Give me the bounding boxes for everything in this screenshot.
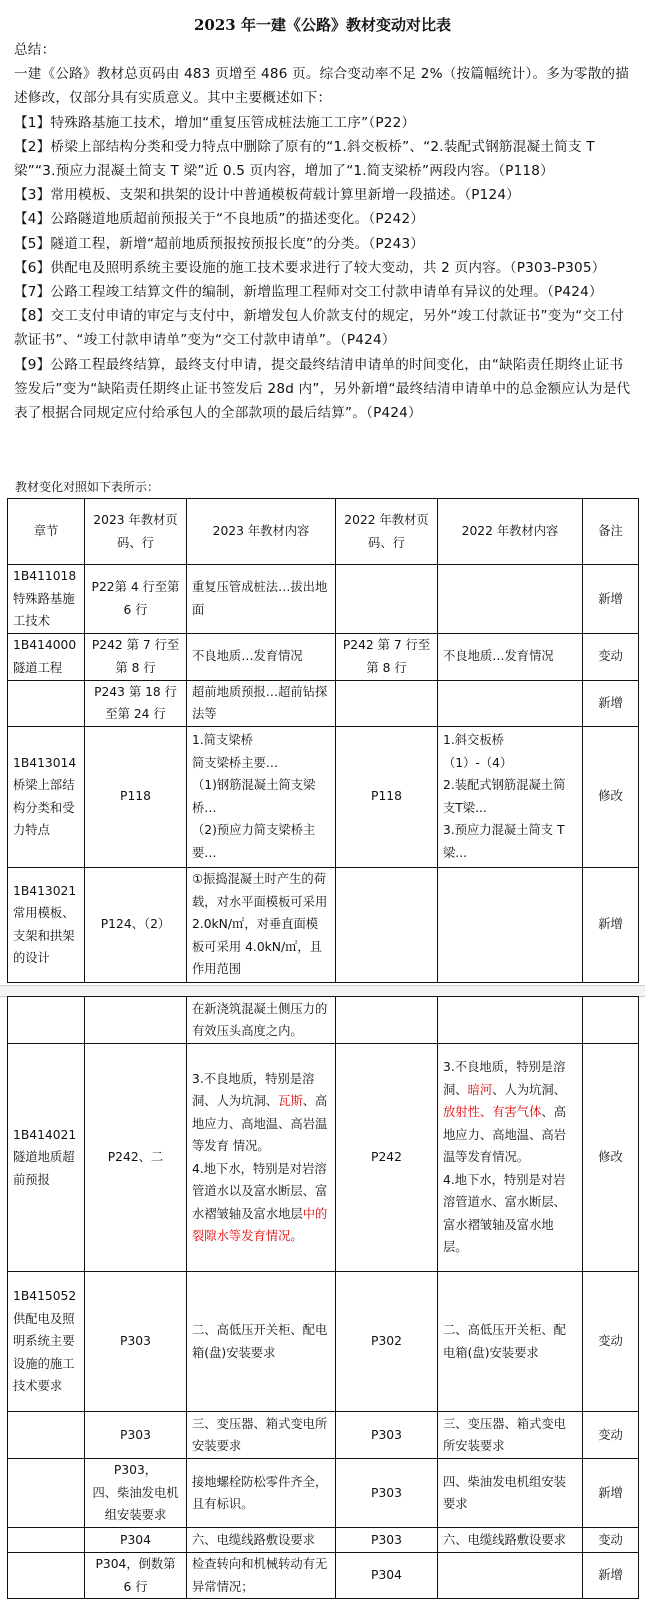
cell-text: 超前地质预报…超前钻探法等 bbox=[192, 684, 328, 721]
cell-text: 1B413021常用模板、支架和拱架的设计 bbox=[13, 883, 77, 965]
cell-text: 1B414021隧道地质超前预报 bbox=[13, 1127, 77, 1187]
summary-heading: 总结： bbox=[14, 42, 56, 58]
cell-content-2022 bbox=[438, 1272, 583, 1412]
cell-text: 新增 bbox=[598, 1485, 623, 1500]
summary-item-5: 【5】隧道工程，新增“超前地质预报按预报长度”的分类。（P243） bbox=[14, 235, 425, 252]
header-chapter: 章节 bbox=[8, 499, 85, 565]
cell-page-2023 bbox=[85, 1412, 187, 1459]
cell-page-2022 bbox=[336, 680, 438, 726]
cell-chapter bbox=[8, 997, 85, 1044]
cell-content-2022 bbox=[438, 1528, 583, 1553]
cell-content-2022 bbox=[438, 1412, 583, 1459]
highlighted-text: 中的裂隙水等发育情况 bbox=[192, 1206, 328, 1243]
cell-text: 1B413014桥梁上部结构分类和受力特点 bbox=[13, 755, 77, 837]
cell-remark bbox=[583, 997, 639, 1044]
summary-item-3: 【3】常用模板、支架和拱架的设计中普通模板荷载计算里新增一段描述。（P124） bbox=[14, 187, 520, 204]
cell-text: ①振捣混凝土时产生的荷载，对水平面模板可采用 2.0kN/㎡，对垂直面模板可采用 4.0kN/㎡，且作用范围 bbox=[192, 872, 332, 977]
cell-content-2023 bbox=[187, 633, 336, 680]
cell-text: 1B411018特殊路基施工技术 bbox=[13, 569, 77, 628]
header-2022-page: 2022 年教材页码、行 bbox=[336, 499, 438, 565]
cell-page-2023 bbox=[85, 680, 187, 726]
highlighted-text: 暗河 bbox=[467, 1082, 493, 1097]
cell-text: 三、变压器、箱式变电所安装要求 bbox=[443, 1416, 566, 1453]
cell-text: 、人为坑洞、 bbox=[492, 1082, 567, 1097]
cell-remark bbox=[583, 633, 639, 680]
cell-text: P242 第 7 行至第 8 行 bbox=[91, 638, 180, 675]
cell-chapter bbox=[8, 565, 85, 634]
cell-page-2022 bbox=[336, 565, 438, 634]
cell-chapter bbox=[8, 867, 85, 982]
cell-chapter bbox=[8, 1044, 85, 1272]
cell-remark bbox=[583, 726, 639, 867]
cell-text: P303 bbox=[371, 1532, 402, 1547]
table-row bbox=[8, 726, 639, 867]
table-header-row bbox=[8, 499, 639, 565]
cell-page-2023 bbox=[85, 1459, 187, 1528]
cell-text: 二、高低压开关柜、配电箱(盘)安装要求 bbox=[443, 1323, 566, 1360]
cell-text: 重复压管成桩法…拔出地面 bbox=[192, 580, 328, 617]
cell-page-2022 bbox=[336, 867, 438, 982]
cell-content-2022 bbox=[438, 680, 583, 726]
cell-text: 检查转向和机械转动有无异常情况； bbox=[192, 1557, 328, 1594]
cell-text: 修改 bbox=[598, 1150, 623, 1165]
cell-content-2023 bbox=[187, 565, 336, 634]
cell-text: 。 bbox=[290, 1229, 303, 1243]
cell-content-2023 bbox=[187, 1272, 336, 1412]
cell-text: P303， 四、柴油发电机组安装要求 bbox=[92, 1463, 179, 1523]
cell-text: 二、高低压开关柜、配电箱(盘)安装要求 bbox=[192, 1323, 328, 1360]
cell-text: P242 第 7 行至第 8 行 bbox=[342, 638, 431, 675]
cell-content-2022 bbox=[438, 1553, 583, 1599]
cell-chapter bbox=[8, 680, 85, 726]
cell-text: P304，倒数第 6 行 bbox=[95, 1557, 180, 1594]
cell-page-2023 bbox=[85, 633, 187, 680]
cell-content-2023 bbox=[187, 867, 336, 982]
summary-item-8: 【8】交工支付申请的审定与支付中，新增发包人价款支付的规定，另外“竣工付款证书”变为“交工付款证书”、“竣工付款申请单”变为“交工付款申请单”。（P424） bbox=[14, 308, 624, 349]
cell-chapter bbox=[8, 1528, 85, 1553]
cell-text: 在新浇筑混凝土侧压力的有效压头高度之内。 bbox=[192, 1001, 328, 1038]
cell-content-2022 bbox=[438, 565, 583, 634]
cell-text: P303 bbox=[371, 1485, 402, 1500]
header-2022-content: 2022 年教材内容 bbox=[438, 499, 583, 565]
cell-page-2023 bbox=[85, 997, 187, 1044]
cell-chapter bbox=[8, 1553, 85, 1599]
cell-text: 1.斜交板桥 （1）-（4） 2.装配式钢筋混凝土简支T梁... 3.预应力混凝土简支 T 梁... bbox=[443, 733, 566, 860]
cell-page-2022 bbox=[336, 997, 438, 1044]
table-row bbox=[8, 1553, 639, 1599]
cell-chapter bbox=[8, 1412, 85, 1459]
cell-text: 新增 bbox=[598, 695, 623, 710]
summary-item-9: 【9】公路工程最终结算，最终支付申请，提交最终结清申请单的时间变化，由“缺陷责任期终止证书签发后”变为“缺陷责任期终止证书签发后 28d 内”，另外新增“最终结清申请单中的总金额应认为是代表了根据合同规定应付给承包人的全部款项的最后结算”。（P424） bbox=[14, 356, 631, 422]
cell-page-2023 bbox=[85, 867, 187, 982]
cell-page-2023 bbox=[85, 1528, 187, 1553]
header-2023-page: 2023 年教材页码、行 bbox=[85, 499, 187, 565]
cell-remark bbox=[583, 680, 639, 726]
header-remark: 备注 bbox=[583, 499, 639, 565]
cell-text: 变动 bbox=[598, 1334, 623, 1349]
cell-text: 六、电缆线路敷设要求 bbox=[192, 1532, 315, 1547]
cell-chapter bbox=[8, 633, 85, 680]
cell-content-2022 bbox=[438, 633, 583, 680]
cell-content-2023 bbox=[187, 1459, 336, 1528]
cell-content-2022 bbox=[438, 997, 583, 1044]
table-row bbox=[8, 680, 639, 726]
cell-text: 三、变压器、箱式变电所安装要求 bbox=[192, 1416, 328, 1453]
cell-text: 新增 bbox=[598, 1568, 623, 1583]
highlighted-text: 瓦斯 bbox=[278, 1094, 303, 1108]
cell-content-2023 bbox=[187, 680, 336, 726]
cell-page-2022 bbox=[336, 726, 438, 867]
cell-page-2023 bbox=[85, 726, 187, 867]
summary-section bbox=[14, 38, 634, 425]
summary-item-2: 【2】桥梁上部结构分类和受力特点中删除了原有的“1.斜交板桥”、“2.装配式钢筋混凝土简支 T 梁”“3.预应力混凝土简支 T 梁”近 0.5 页内容，增加了“1.简支梁桥”两段内容。（P118） bbox=[14, 138, 595, 180]
cell-content-2023 bbox=[187, 1044, 336, 1272]
table-row bbox=[8, 1528, 639, 1553]
cell-remark bbox=[583, 1044, 639, 1272]
table-row bbox=[8, 997, 639, 1044]
table-row bbox=[8, 1459, 639, 1528]
cell-text: 、高地应力、高地温、高岩温等发育情况。 4.地下水，特别是对岩溶管道水、富水断层、富水褶皱轴及富水地层。 bbox=[443, 1105, 566, 1255]
table-row bbox=[8, 1044, 639, 1272]
cell-page-2022 bbox=[336, 1044, 438, 1272]
cell-content-2022 bbox=[438, 1459, 583, 1528]
summary-item-1: 【1】特殊路基施工技术，增加“重复压管成桩法施工工序”（P22） bbox=[14, 114, 416, 131]
cell-content-2023 bbox=[187, 1528, 336, 1553]
table-caption: 教材变化对照如下表所示： bbox=[15, 480, 160, 494]
cell-chapter bbox=[8, 726, 85, 867]
cell-remark bbox=[583, 1459, 639, 1528]
cell-text: 变动 bbox=[598, 649, 623, 664]
cell-content-2023 bbox=[187, 1553, 336, 1599]
table-row bbox=[8, 1412, 639, 1459]
cell-content-2022 bbox=[438, 867, 583, 982]
cell-text: P303 bbox=[120, 1427, 151, 1442]
highlighted-text: 放射性、有害气体 bbox=[443, 1105, 542, 1120]
cell-text: 1B414000隧道工程 bbox=[13, 638, 77, 675]
cell-text: P304 bbox=[371, 1568, 402, 1583]
summary-item-4: 【4】公路隧道地质超前预报关于“不良地质”的描述变化。（P242） bbox=[14, 211, 425, 228]
cell-page-2022 bbox=[336, 1459, 438, 1528]
cell-page-2023 bbox=[85, 565, 187, 634]
cell-remark bbox=[583, 565, 639, 634]
cell-chapter bbox=[8, 1272, 85, 1412]
summary-item-6: 【6】供配电及照明系统主要设施的施工技术要求进行了较大变动，共 2 页内容。（P303-P305） bbox=[14, 259, 606, 276]
cell-chapter bbox=[8, 1459, 85, 1528]
cell-text: P22第 4 行至第 6 行 bbox=[91, 580, 184, 617]
cell-content-2022 bbox=[438, 726, 583, 867]
cell-text: 修改 bbox=[598, 789, 623, 804]
cell-text: P242、二 bbox=[107, 1150, 164, 1165]
cell-remark bbox=[583, 1528, 639, 1553]
cell-content-2023 bbox=[187, 1412, 336, 1459]
cell-page-2023 bbox=[85, 1044, 187, 1272]
cell-text: P242 bbox=[371, 1150, 402, 1165]
cell-text: P303 bbox=[120, 1334, 151, 1349]
cell-text: 3.不良地质，特别是溶洞、 bbox=[443, 1060, 566, 1097]
cell-text: P302 bbox=[371, 1334, 402, 1349]
table-row bbox=[8, 565, 639, 634]
cell-page-2022 bbox=[336, 1412, 438, 1459]
table-body bbox=[8, 565, 639, 983]
cell-text: 不良地质…发育情况 bbox=[443, 649, 554, 664]
header-2023-content: 2023 年教材内容 bbox=[187, 499, 336, 565]
document-title: 2023 年一建《公路》教材变动对比表 bbox=[194, 16, 451, 34]
cell-page-2022 bbox=[336, 633, 438, 680]
cell-text: 3.不良地质，特别是溶洞、人为坑洞、 bbox=[192, 1071, 315, 1108]
cell-text: 1B415052供配电及照明系统主要设施的施工技术要求 bbox=[13, 1289, 77, 1394]
cell-text: P303 bbox=[371, 1427, 402, 1442]
cell-page-2023 bbox=[85, 1553, 187, 1599]
cell-text: 1.简支梁桥 简支梁桥主要… （1)钢筋混凝土简支梁桥… （2)预应力简支梁桥主要… bbox=[192, 733, 316, 860]
cell-text: 、高地应力、高地温、高岩温等发育 情况。 4.地下水，特别是对岩溶管道水以及富水断层、富水褶皱轴及富水地层 bbox=[192, 1094, 328, 1221]
table-row bbox=[8, 867, 639, 982]
table-body bbox=[8, 997, 639, 1599]
cell-text: 六、电缆线路敷设要求 bbox=[443, 1532, 566, 1547]
cell-text: 新增 bbox=[598, 917, 623, 932]
comparison-table-page-1 bbox=[7, 498, 639, 983]
cell-text: P124、（2） bbox=[100, 917, 171, 932]
cell-content-2023 bbox=[187, 997, 336, 1044]
cell-text: 变动 bbox=[598, 1532, 623, 1547]
cell-remark bbox=[583, 1553, 639, 1599]
cell-text: P243 第 18 行至第 24 行 bbox=[94, 684, 177, 721]
cell-text: 不良地质…发育情况 bbox=[192, 649, 303, 664]
cell-text: P118 bbox=[371, 789, 402, 804]
cell-text: P118 bbox=[120, 789, 151, 804]
table-row bbox=[8, 633, 639, 680]
cell-page-2023 bbox=[85, 1272, 187, 1412]
cell-text: P304 bbox=[120, 1532, 151, 1547]
cell-remark bbox=[583, 867, 639, 982]
cell-page-2022 bbox=[336, 1272, 438, 1412]
table-row bbox=[8, 1272, 639, 1412]
cell-text: 接地螺栓防松零件齐全，且有标识。 bbox=[192, 1474, 328, 1511]
comparison-table-page-2 bbox=[7, 996, 639, 1599]
cell-text: 新增 bbox=[598, 591, 623, 606]
cell-remark bbox=[583, 1412, 639, 1459]
cell-content-2023 bbox=[187, 726, 336, 867]
cell-text: 变动 bbox=[598, 1427, 623, 1442]
cell-text: 四、柴油发电机组安装要求 bbox=[443, 1474, 566, 1511]
cell-page-2022 bbox=[336, 1553, 438, 1599]
cell-remark bbox=[583, 1272, 639, 1412]
cell-content-2022 bbox=[438, 1044, 583, 1272]
summary-paragraph: 一建《公路》教材总页码由 483 页增至 486 页。综合变动率不足 2%（按篇幅统计）。多为零散的描述修改，仅部分具有实质意义。其中主要概述如下： bbox=[14, 66, 630, 107]
summary-item-7: 【7】公路工程竣工结算文件的编制，新增监理工程师对交工付款申请单有异议的处理。（P424） bbox=[14, 284, 603, 301]
cell-page-2022 bbox=[336, 1528, 438, 1553]
